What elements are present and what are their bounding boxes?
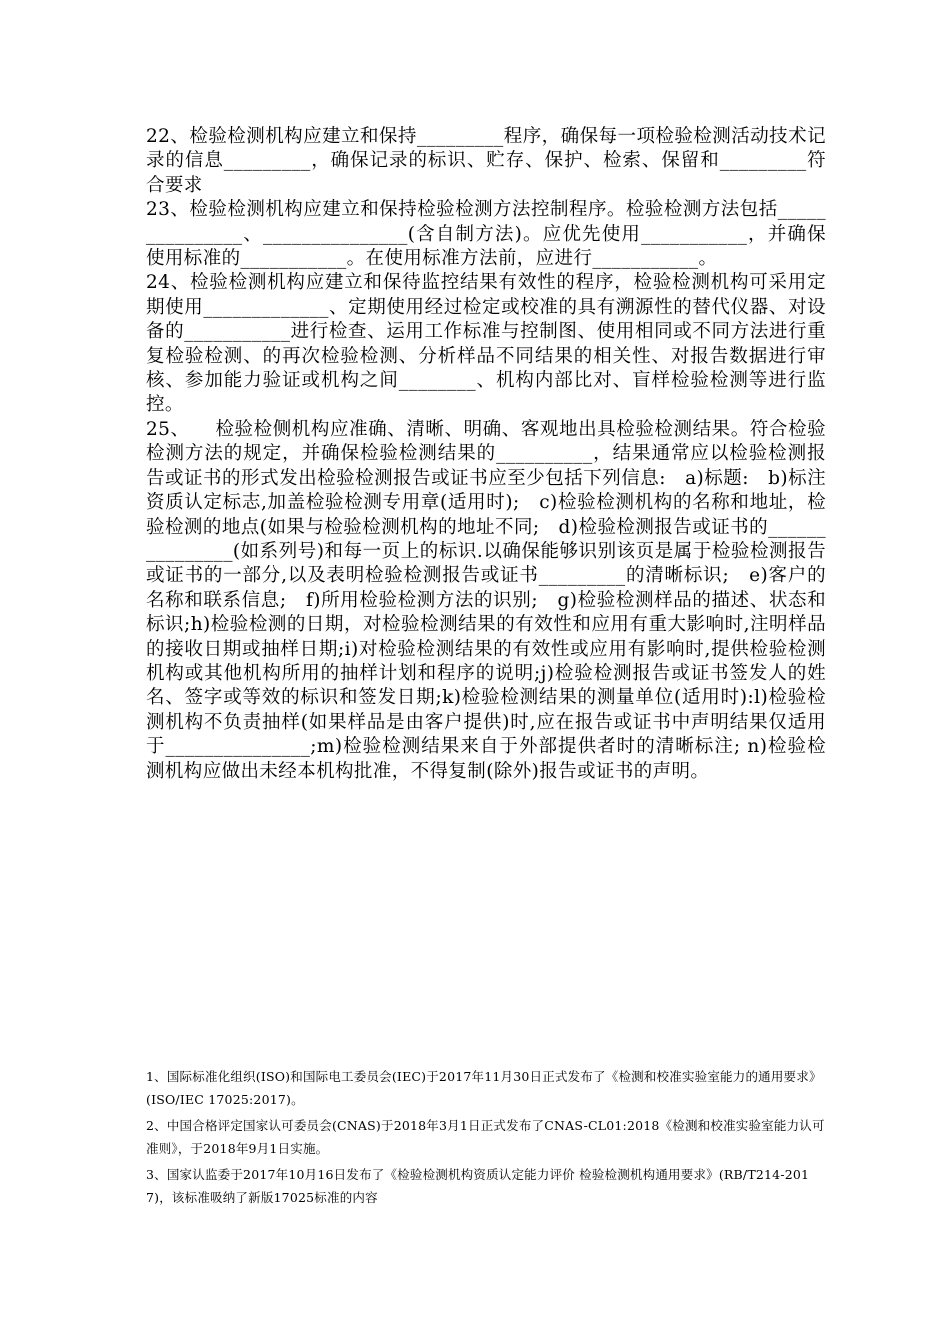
- question-22: 22、检验检测机构应建立和保持_________程序，确保每一项检验检测活动技术记录的信息_________，确保记录的标识、贮存、保护、检索、保留和_________符合要求: [146, 126, 826, 196]
- question-25: 25、 检验检侧机构应准确、清晰、明确、客观地出具检验检测结果。符合检验检测方法的规定，并确保检验检测结果的__________，结果通常应以检验检测报告或证书的形式发出检验检测报告或证书应至少包括下列信息: a)标题: b)标注资质认定标志,加盖检验检测专用章(适用时); c)检验检测机构的名称和地址，检验检测的地点(如果与检验检测机构的地址不同; d)检验检测报告或证书的_______________(如系列号)和每一页上的标识.以确保能够识别该页是属于检验检测报告或证书的一部分,以及表明检验检测报告或证书_________的清晰标识; e)客户的名称和联系信息; f)所用检验检测方法的识别; g)检验检测样品的描述、状态和标识;h)检验检测的日期，对检验检测结果的有效性和应用有重大影响时,注明样品的接收日期或抽样日期;i)对检验检测结果的有效性或应用有影响时,提供检验检测机构或其他机构所用的抽样计划和程序的说明;j)检验检测报告或证书签发人的姓名、签字或等效的标识和签发日期;k)检验检测结果的测量单位(适用时):l)检验检测机构不负责抽样(如果样品是由客户提供)时,应在报告或证书中声明结果仅适用于_______________;m)检验检测结果来自于外部提供者时的清晰标注; n)检验检测机构应做出未经本机构批准，不得复制(除外)报告或证书的声明。: [146, 418, 826, 782]
- question-list: [146, 125, 826, 784]
- note-3: 3、国家认监委于2017年10月16日发布了《检验检测机构资质认定能力评价 检验检测机构通用要求》(RB/T214-2017)，该标准吸纳了新版17025标准的内容: [146, 1167, 810, 1205]
- question-24: 24、检验检测机构应建立和保待监控结果有效性的程序，检验检测机构可采用定期使用_____________、定期使用经过检定或校准的具有溯源性的替代仪器、对设备的___________进行检查、运用工作标准与控制图、使用相同或不同方法进行重复检验检测、的再次检验检测、分析样品不同结果的相关性、对报告数据进行审核、参加能力验证或机构之间________、机构内部比对、盲样检验检测等进行监控。: [146, 272, 826, 416]
- note-2: 2、中国合格评定国家认可委员会(CNAS)于2018年3月1日正式发布了CNAS-CL01:2018《检测和校准实验室能力认可准则》，于2018年9月1日实施。: [146, 1118, 825, 1156]
- question-23: 23、检验检测机构应建立和保持检验检测方法控制程序。检验检测方法包括_______________、_______________(含自制方法)。应优先使用___________，并确保使用标准的___________。在使用标准方法前，应进行___________。: [146, 199, 826, 270]
- notes-section: [146, 1066, 826, 1213]
- note-1: 1、国际标准化组织(ISO)和国际电工委员会(IEC)于2017年11月30日正式发布了《检测和校准实验室能力的通用要求》(ISO/IEC 17025:2017)。: [146, 1069, 822, 1107]
